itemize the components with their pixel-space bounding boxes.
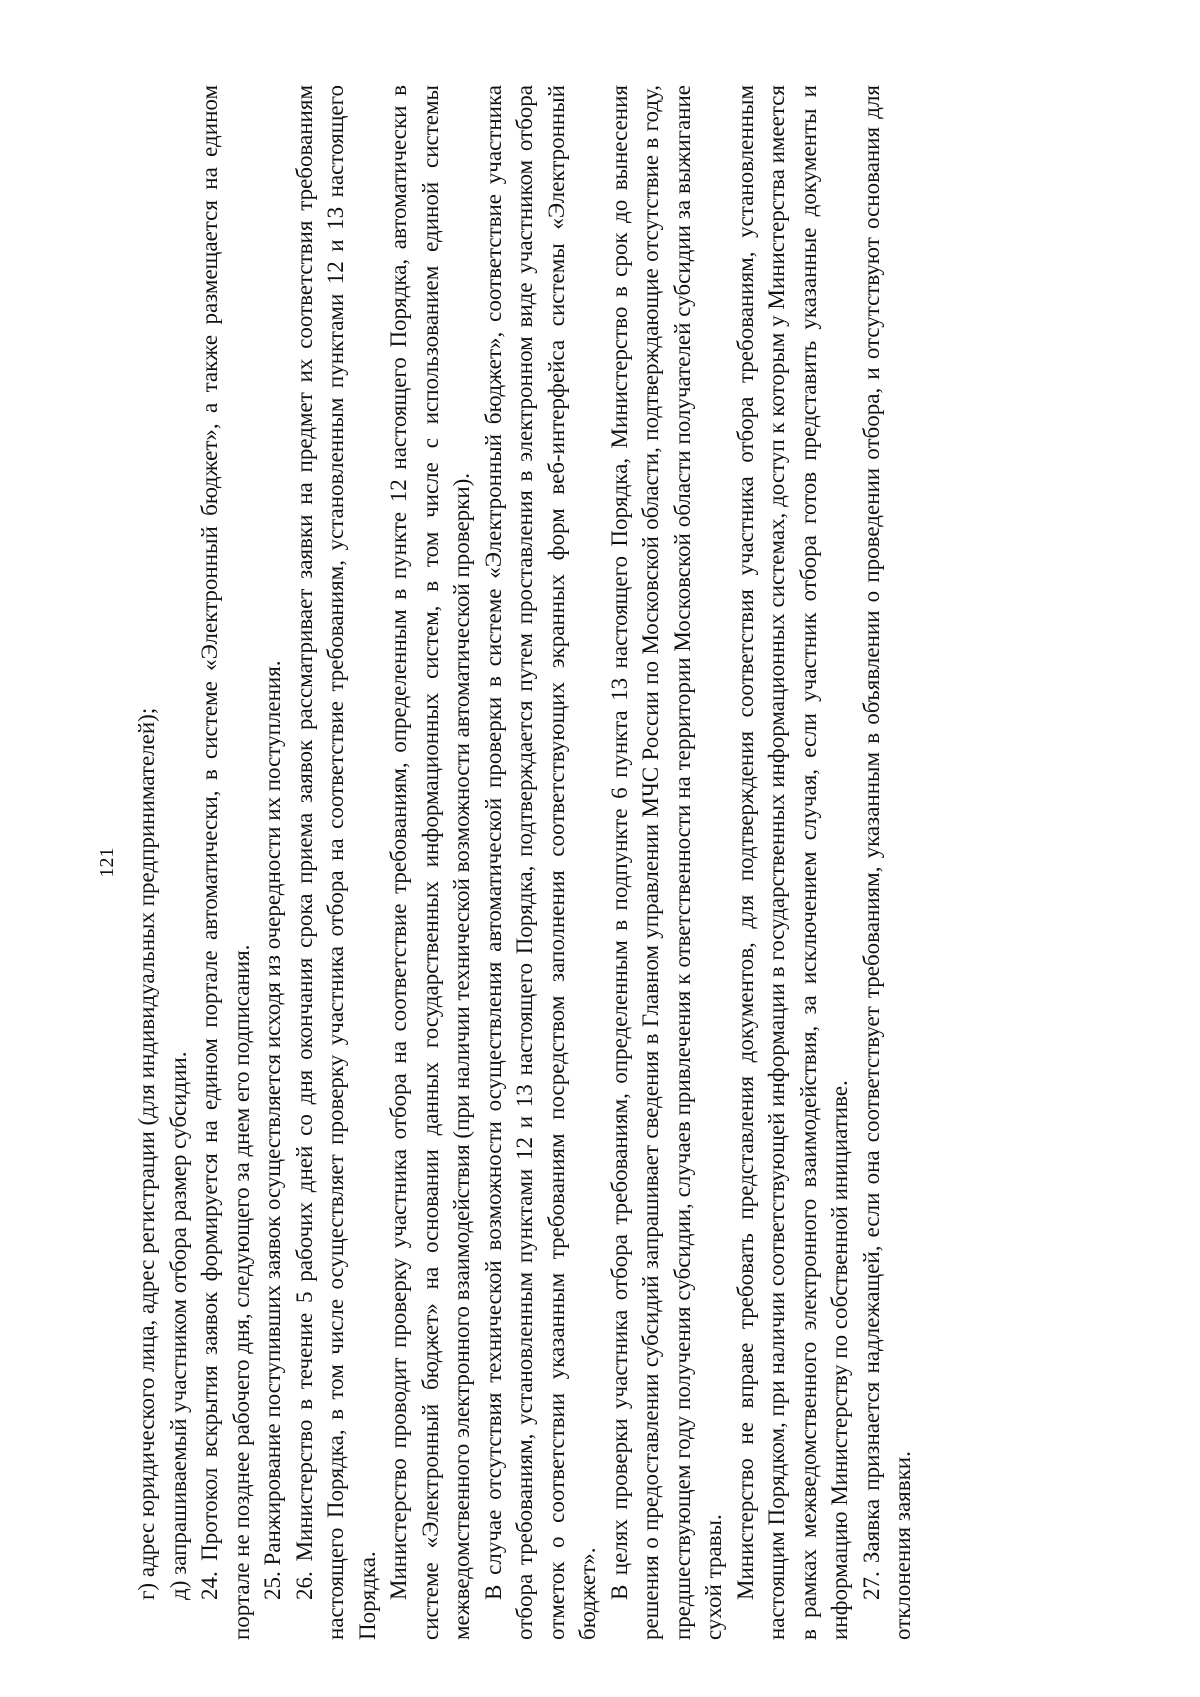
paragraph-26-no-documents: Министерство не вправе требовать представления документов, для подтверждения соответствия участника отбора требованиям, установленным настоящим Порядком, при наличии соответствующей информации в государственных информационных системах, доступ к которым у Министерства имеется в рамках межведомственного электронного взаимодействия, за исключением случая, если участник отбора готов представить указанные документы и информацию Министерству по собственной инициативе.	[732, 85, 852, 1640]
paragraph-26-no-auto-check: В случае отсутствия технической возможности осуществления автоматической проверки в системе «Электронный бюджет», соответствие участника отбора требованиям, установленным пунктами 12 и 13 настоящего Порядка, подтверждается путем проставления в электронном виде участником отбора отметок о соответствии указанным требованиям посредством заполнения соответствующих экранных форм веб-интерфейса системы «Электронный бюджет».	[480, 85, 600, 1640]
page-number: 121	[96, 847, 118, 878]
paragraph-sub-g: г) адрес юридического лица, адрес регистрации (для индивидуальных предпринимателей);	[134, 707, 159, 1600]
paragraph-26-mchs-request: В целях проверки участника отбора требованиям, определенным в подпункте 6 пункта 13 настоящего Порядка, Министерство в срок до вынесения решения о предоставлении субсидий запрашивает сведения в Главном управлении МЧС России по Московской области, подтверждающие отсутствие в году, предшествующем году получения субсидии, случаев привлечения к ответственности на территории Московской области получателей субсидии за выжигание сухой травы.	[606, 85, 726, 1640]
document-body	[131, 85, 919, 1640]
paragraph-25: 25. Ранжирование поступивших заявок осуществляется исходя из очередности их поступления.	[260, 660, 285, 1600]
paragraph-sub-d: д) запрашиваемый участником отбора размер субсидии.	[165, 1051, 191, 1600]
paragraph-24: 24. Протокол вскрытия заявок формируется на едином портале автоматически, в системе «Электронный бюджет», а также размещается на едином портале не позднее рабочего дня, следующего за днем его подписания.	[197, 85, 254, 1640]
paragraph-27: 27. Заявка признается надлежащей, если она соответствует требованиям, указанным в объявлении о проведении отбора, и отсутствуют основания для отклонения заявки.	[858, 85, 915, 1640]
rotated-page	[95, 85, 1105, 1640]
paragraph-26-check: Министерство проводит проверку участника отбора на соответствие требованиям, определенным в пункте 12 настоящего Порядка, автоматически в системе «Электронный бюджет» на основании данных государственных информационных систем, в том числе с использованием единой системы межведомственного электронного взаимодействия (при наличии технической возможности автоматической проверки).	[386, 85, 474, 1640]
paragraph-26: 26. Министерство в течение 5 рабочих дней со дня окончания срока приема заявок рассматривает заявки на предмет их соответствия требованиям настоящего Порядка, в том числе осуществляет проверку участника отбора на соответствие требованиям, установленным пунктами 12 и 13 настоящего Порядка.	[291, 85, 380, 1640]
